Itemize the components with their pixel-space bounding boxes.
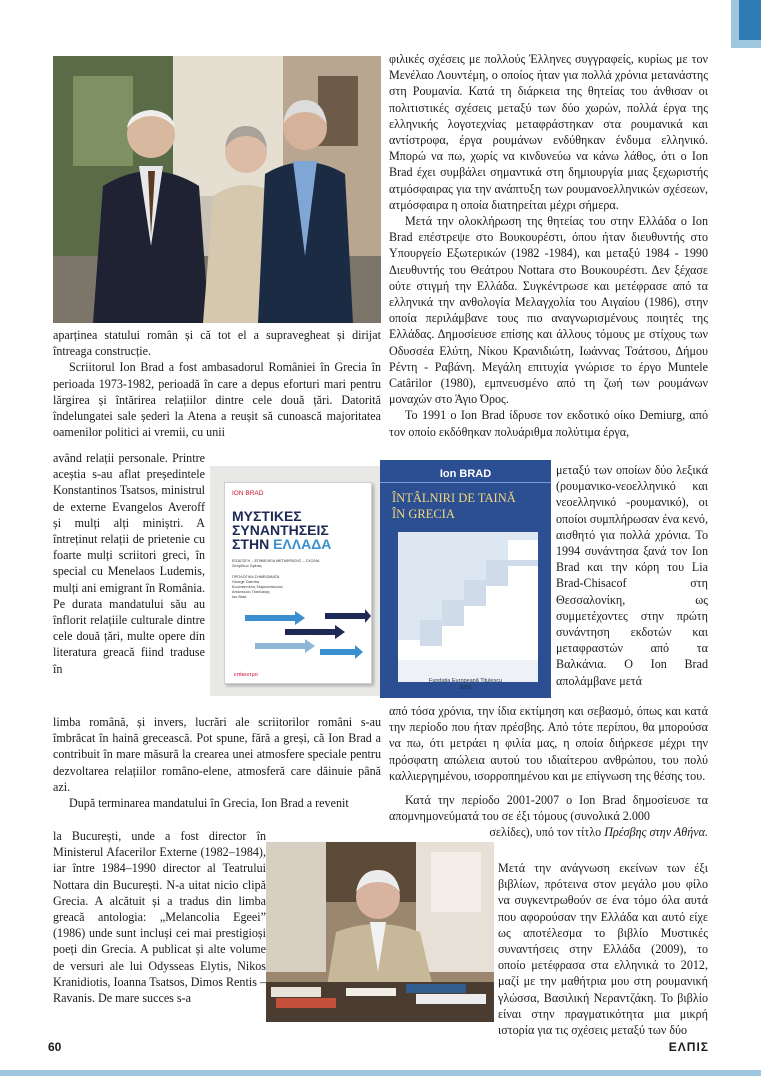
book-cover-romanian <box>380 460 551 698</box>
left-column-top <box>53 327 381 440</box>
paragraph: la București, unde a fost director în Ministerul Afacerilor Externe (1982–1984), iar între 1984–1990 director al Teatrului Nottara din București. N-a uitat nicio clipă Grecia. A alcătuit și a tradus din limba greacă antologia: „Melancolia Egeei” (1986) unde sunt incluși cei mai prestigioși poeți din Grecia. A publicat și alte volume de versuri ale lui Odysseas Elytis, Nikos Kranidiotis, Ioanna Tsatsos, Dimos Rentis – Ravanis. De mare succes s-a <box>53 829 266 1006</box>
book-title-line: ÎN GRECIA <box>392 507 455 521</box>
photo-three-people <box>53 56 381 323</box>
left-column-wrap-2 <box>53 828 266 1006</box>
paragraph: După terminarea mandatului în Grecia, Ion Brad a revenit <box>69 796 349 811</box>
magazine-name: ΕΛΠΙΣ <box>668 1040 709 1054</box>
italic-title: Πρέσβης στην Αθήνα. <box>604 825 708 840</box>
book-title-accent: ΕΛΛΑΔΑ <box>273 536 332 552</box>
paragraph <box>389 824 708 840</box>
paragraph: Μετά την ανάγνωση εκείνων των έξι βιβλίων, πρότεινα στον μεγάλο μου φίλο να συγκεντρωθούν σε ένα τόμο όλα αυτά που αφορούσαν την Ελλάδα και αυτό είχε ως αποτέλεσμα το βιβλίο Μυστικές συναντήσεις στην Ελλάδα (2009), το οποίο μετέφρασα στα ελληνικά το 2012, μαζί με την μαθήτρια μου στη ρουμανική γλώσσα, Βασιλική Νεραντζάκη. Το βιβλίο είναι στην πραγματικότητα μια μικρή ιστορία για τις σχέσεις μεταξύ των δύο <box>498 861 708 1038</box>
book-publisher: επίκεντρο <box>234 672 258 678</box>
book-foreword-name: George Ciamba <box>232 580 259 584</box>
book-author: Ion BRAD <box>439 468 492 480</box>
book-foreword-name: Ion Brad <box>232 595 247 599</box>
right-column-top <box>389 51 708 440</box>
book-year: 2009 <box>459 685 472 691</box>
right-column-wrap <box>556 462 708 689</box>
paragraph: φιλικές σχέσεις με πολλούς Έλληνες συγγραφείς, κυρίως με τον Μενέλαο Λουντέμη, ο οποίος ήταν για πολλά χρόνια μετανάστης στη Ρουμανία. Κατά τη διάρκεια της θητείας του άνθισαν οι πολιτιστικές σχέσεις μεταξύ των δύο χωρών, πολλά έργα της ελληνικής λογοτεχνίας μεταφράστηκαν στα ρουμανικά και αντίστροφα, έργα ρουμάνων ενδύθηκαν ένδυμα ελληνικό. Μπορώ να πω, χωρίς να κινδυνεύω να κάνω λάθος, ότι ο Ion Brad έχει συμβάλει σημαντικά στη δημιουργία μιας ξεχωριστής ατμόσφαιρας για την ανάπτυξη των ρουμανοελληνικών σχέσεων, ατμόσφαιρα η οποία διατηρείται μέχρι σήμερα. <box>389 52 708 212</box>
page-number: 60 <box>48 1040 62 1054</box>
paragraph: μεταξύ των οποίων δύο λεξικά (ρουμανικο-νεοελληνικό και νεοελληνικό -ρουμανικό), οι οποίοι συμπλήρωσαν ένα κενό, αισθητό για πολλά χρόνια. Το 1994 συνάντησα ξανά τον Ion Brad και την κόρη του Lia Brad-Chisacof στη Θεσσαλονίκη, ως συμμετέχοντες στην πρώτη συνάντηση εκδοτών και μεταφραστών από τα Βαλκάνια. Ο Ion Brad απολάμβανε μετά <box>556 463 708 688</box>
left-column-wrap <box>53 450 205 677</box>
book-title-line: ΜΥΣΤΙΚΕΣ <box>232 508 302 524</box>
paragraph: από τόσα χρόνια, την ίδια εκτίμηση και σεβασμό, όπως και κατά την περίοδο που ήταν πρέσβης. Από τότε περίπου, θα μπορούσα να πω, ότι μετράει η φιλία μας, η οποία διήρκεσε μέχρι την πρόσφατη απώλεια αυτού του ιδιαίτερου ανθρώπου, του πολύ καλλιεργημένου, ισορροπημένου και με επίγνωση της θέσης του. <box>389 704 708 783</box>
left-column-bottom <box>53 714 381 811</box>
paragraph: Κατά την περίοδο 2001-2007 ο Ion Brad δημοσίευσε τα απομνημονεύματά του σε έξι τόμους (συνολικά 2.000 <box>389 793 708 824</box>
paragraph: aparținea statului român și că tot el a supravegheat și dirijat întreaga construcție. <box>53 328 381 359</box>
right-column-middle <box>389 703 708 841</box>
right-column-wrap-2 <box>498 860 708 1038</box>
paragraph: Το 1991 ο Ion Brad ίδρυσε τον εκδοτικό οίκο Demiurg, από τον οποίο εκδόθηκαν πολυάριθμα πολύτιμα έργα, <box>389 408 708 439</box>
book-foreword-label: ΠΡΟΛΟΓΙΚΑ ΣΗΜΕΙΩΜΑΤΑ <box>232 575 280 579</box>
book-translator: Σπυρίδων Σφέτας <box>232 564 262 568</box>
paragraph: având relații personale. Printre aceștia s-au aflat președintele Konstantinos Tsatsos, ministrul de externe Evangelos Averoff și mulți alți miniștri. A întreținut relații de prietenie cu foarte mulți scriitori greci, în special cu Menelaos Ludemis, mulți ani emigrant în România. Pe durata mandatului său au înflorit relațiile culturale dintre cele două țări, multe opere din literatura greacă fiind traduse în <box>53 451 205 676</box>
book-cover-greek <box>210 466 380 696</box>
book-foreword-name: Απόστολος Πατέλάκης <box>232 590 270 594</box>
paragraph: limba română, și invers, lucrări ale scriitorilor români s-au îmbrăcat în haină grecească. Pot spune, fără a greși, că Ion Brad a contribuit în mare măsură la crearea unei atmosfere speciale pentru dezvoltarea relațiilor româno-elene, atmosferă care dăinuie până azi. <box>53 715 381 794</box>
book-arrows-graphic <box>225 605 371 663</box>
book-title-line: ΣΤΗΝ <box>232 536 274 552</box>
book-translator-label: ΕΙΣΑΓΩΓΗ – ΕΠΙΜΕΛΕΙΑ ΜΕΤΑΦΡΑΣΗΣ – ΣΧΟΛΙΑ <box>232 559 320 563</box>
book-publisher: Fundația Europeană Titulescu <box>428 678 503 684</box>
book-author: ION BRAD <box>232 490 264 497</box>
photo-seated-man <box>266 842 494 1022</box>
book-foreword-name: Κωνσταντίνος Σταρανόπουλος <box>232 585 284 589</box>
paragraph: Scriitorul Ion Brad a fost ambasadorul României în Grecia în perioada 1973-1982, perioadă în care a depus eforturi mari pentru lărgirea și întărirea relațiilor dintre cele două țări. Datorită îndelungatei sale șederi la Atena a reușit să cunoască majoritatea oamenilor politici ai vremii, cu unii <box>53 360 381 440</box>
footer-bar <box>0 1070 761 1076</box>
paragraph: Μετά την ολοκλήρωση της θητείας του στην Ελλάδα ο Ion Brad επέστρεψε στο Βουκουρέστι, όπου ήταν διευθυντής στο Υπουργείο Εξωτερικών (1982 -1984), και μεταξύ 1984 - 1990 Διευθυντής του Θεάτρου Nottara στο Βουκουρέστι. Δεν ξέχασε ούτε στιγμή την Ελλάδα. Συγκέντρωσε και μετέφρασε από τα ελληνικά την ανθολογία Μελαγχολία του Αιγαίου (1986), στην οποία περιλάμβανε τους πιο αναγνωρισμένους ποιητές της Ελλάδας. Δημοσίευσε επίσης και άλλους τόμους με στίχους των Οδυσσέα Ελύτη, Νίκου Κρανιδιώτη, Ιωάννας Τσάτσου, Δήμου Ρέντη - Ραβάνη. Μεγάλη επιτυχία γνώρισε το έργο Muntele Catârilor (1980), εμπνευσμένο από τη ζωή των ρουμάνων μοναχών στο Άγιο Όρος. <box>389 214 708 407</box>
text: σελίδες), υπό τον τίτλο <box>489 825 602 840</box>
book-stairs-graphic <box>380 460 551 698</box>
book-title-line: ÎNTÂLNIRI DE TAINĂ <box>392 491 516 505</box>
book-title-line: ΣΥΝΑΝΤΗΣΕΙΣ <box>232 522 329 538</box>
page-corner-decoration <box>731 0 761 48</box>
